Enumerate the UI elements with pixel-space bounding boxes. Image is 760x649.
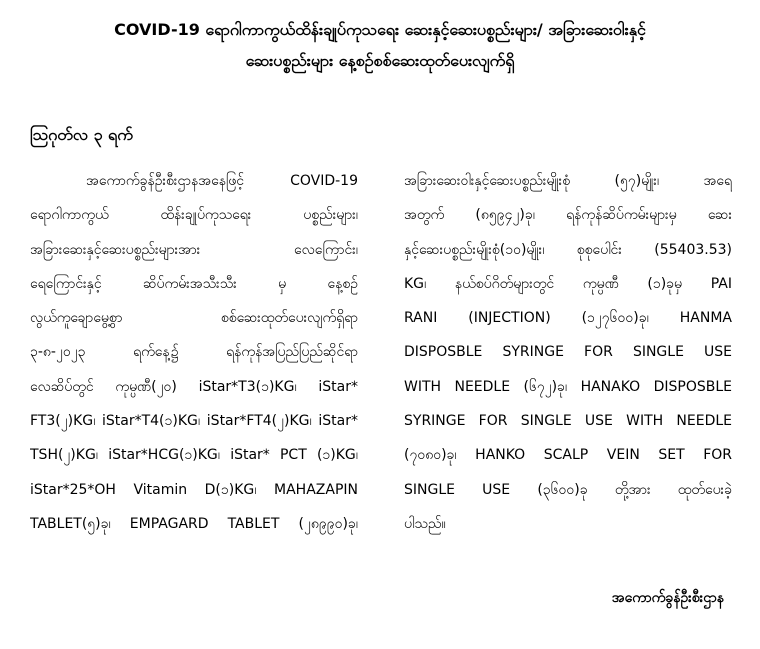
body-line: SINGLE USE (၃၆၀၀)ခု တို့အား ထုတ်ပေးခဲ့ — [404, 481, 732, 498]
body-line: WITH NEEDLE (၆၇၂)ခု၊ HANAKO DISPOSBLE — [404, 378, 732, 395]
title-line-2: ဆေးပစ္စည်းများ နေ့စဉ်စစ်ဆေးထုတ်ပေးလျက်ရှိ — [245, 51, 515, 70]
body-line: (၇၀၈၀)ခု၊ HANKO SCALP VEIN SET FOR — [404, 447, 732, 464]
body-line: DISPOSBLE SYRINGE FOR SINGLE USE — [404, 344, 732, 361]
body-line: RANI (INJECTION) (၁၂၇၆၀၀)ခု၊ HANMA — [404, 310, 732, 327]
body-line: အတွက် (၈၅၉၄၂)ခု၊ ရန်ကုန်ဆိပ်ကမ်းများမှ ဆေး — [404, 207, 732, 224]
body-line: နှင့်ဆေးပစ္စည်းမျိုးစုံ(၁၀)မျိုး၊ စုစုပေါင်း (55403.53) — [404, 241, 732, 258]
body-line: ၃-၈-၂၀၂၃ ရက်နေ့၌ ရန်ကုန်အပြည်ပြည်ဆိုင်ရာ — [30, 344, 358, 361]
body-line: iStar*25*OH Vitamin D(၁)KG၊ MAHAZAPIN — [30, 481, 358, 498]
body-line: လေဆိပ်တွင် ကုမ္ပဏီ(၂၀) iStar*T3(၁)KG၊ iStar* — [30, 378, 358, 395]
title-line-1: COVID-19 ရောဂါကာကွယ်ထိန်းချုပ်ကုသရေး ဆေးနှင့်ဆေးပစ္စည်းများ/ အခြားဆေးဝါးနှင့် — [114, 20, 646, 39]
document-title — [30, 14, 730, 76]
body-line: TABLET(၅)ခု၊ EMPAGARD TABLET (၂၈၉၉၀)ခု၊ — [30, 515, 358, 532]
document-date: ဩဂုတ်လ ၃ ရက် — [30, 125, 133, 144]
signature: အကောက်ခွန်ဦးစီးဌာန — [611, 590, 724, 606]
body-line: FT3(၂)KG၊ iStar*T4(၁)KG၊ iStar*FT4(၂)KG၊ iStar* — [30, 413, 358, 430]
right-column — [404, 164, 732, 541]
body-line: ရောဂါကာကွယ် ထိန်းချုပ်ကုသရေး ပစ္စည်းများ၊ — [30, 207, 358, 224]
body-line: SYRINGE FOR SINGLE USE WITH NEEDLE — [404, 413, 732, 430]
left-column — [30, 164, 358, 541]
body-line: လွယ်ကူချောမွေ့စွာ စစ်ဆေးထုတ်ပေးလျက်ရှိရာ — [30, 310, 358, 327]
body-line: KG၊ နယ်စပ်ဂိတ်များတွင် ကုမ္ပဏီ (၁)ခုမှ PAI — [404, 275, 732, 292]
body-line: ပါသည်။ — [404, 515, 446, 532]
body-line: ရေကြောင်းနှင့် ဆိပ်ကမ်းအသီးသီး မှ နေ့စဉ် — [30, 275, 358, 292]
body-line: အခြားဆေးနှင့်ဆေးပစ္စည်းများအား လေကြောင်း၊ — [30, 241, 358, 258]
body-line: အကောက်ခွန်ဦးစီးဌာနအနေဖြင့် COVID-19 — [86, 173, 358, 189]
body-line: TSH(၂)KG၊ iStar*HCG(၁)KG၊ iStar* PCT (၁)KG၊ — [30, 447, 358, 464]
body-line: အခြားဆေးဝါးနှင့်ဆေးပစ္စည်းမျိုးစုံ (၅၇)မျိုး၊ အရေ — [404, 173, 732, 189]
